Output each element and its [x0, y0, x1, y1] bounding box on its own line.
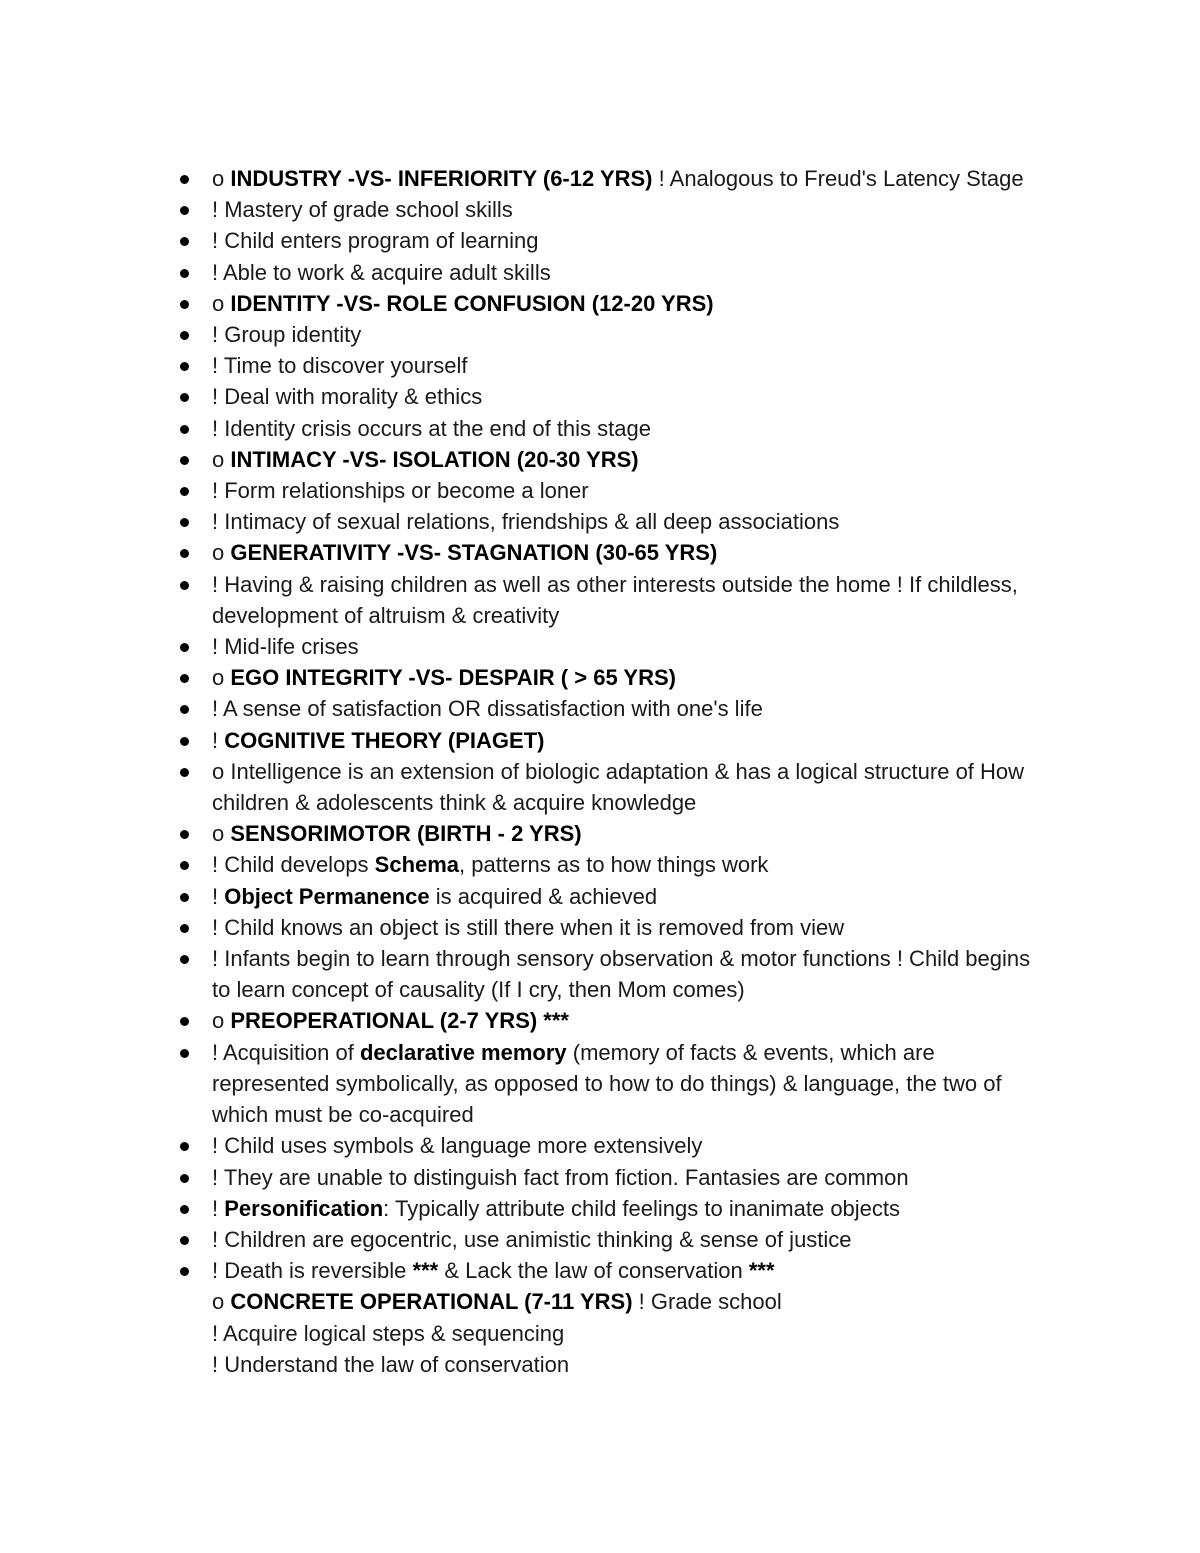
- bullet-item: [212, 1255, 1052, 1286]
- text-run: o: [212, 290, 231, 316]
- bullet-item: [212, 631, 1052, 662]
- text-run: o: [212, 166, 231, 191]
- text-run: o Intelligence is an extension of biologic adaptation & has a logical structure of How children & adolescents think & acquire knowledge: [212, 758, 1025, 816]
- bullet-item: [212, 662, 1052, 693]
- bold-text: EGO INTEGRITY -VS- DESPAIR ( > 65 YRS): [230, 665, 676, 691]
- bullet-item: [212, 444, 1052, 475]
- notes-list: [212, 163, 1052, 1380]
- bullet-item: [212, 257, 1052, 288]
- text-run: ! A sense of satisfaction OR dissatisfaction with one's life: [212, 696, 763, 722]
- list-item: [212, 1318, 1052, 1349]
- text-run: is acquired & achieved: [429, 883, 658, 909]
- text-run: ! Group identity: [212, 322, 362, 348]
- bold-text: GENERATIVITY -VS- STAGNATION (30-65 YRS): [230, 540, 718, 566]
- bullet-item: [212, 194, 1052, 225]
- text-run: ! Child develops: [212, 852, 375, 878]
- bullet-item: [212, 881, 1052, 912]
- text-run: ! Identity crisis occurs at the end of this stage: [212, 415, 651, 441]
- bullet-item: [212, 1130, 1052, 1161]
- text-run: o: [212, 446, 231, 472]
- bullet-item: [212, 849, 1052, 880]
- bold-text: INDUSTRY -VS- INFERIORITY (6-12 YRS): [230, 166, 653, 191]
- text-run: ! Child enters program of learning: [212, 228, 539, 254]
- bold-text: declarative memory: [359, 1039, 567, 1065]
- text-run: ! Grade school: [632, 1289, 782, 1315]
- text-run: ! Infants begin to learn through sensory observation & motor functions ! Child begins to learn concept of causality (If I cry, then Mom comes): [212, 946, 1031, 1003]
- bullet-item: [212, 1193, 1052, 1224]
- bold-text: Schema: [374, 852, 460, 878]
- text-run: ! Able to work & acquire adult skills: [212, 259, 551, 285]
- bullet-item: [212, 1005, 1052, 1036]
- bullet-item: [212, 693, 1052, 724]
- text-run: ! Acquisition of: [212, 1039, 360, 1065]
- text-run: o: [212, 540, 231, 566]
- bullet-item: [212, 413, 1052, 444]
- text-run: !: [212, 883, 225, 909]
- text-run: ! Understand the law of conservation: [212, 1351, 570, 1377]
- bold-text: PREOPERATIONAL (2-7 YRS) ***: [230, 1008, 569, 1034]
- text-run: : Typically attribute child feelings to inanimate objects: [383, 1195, 901, 1221]
- text-run: & Lack the law of conservation: [438, 1258, 749, 1284]
- bullet-item: [212, 569, 1052, 631]
- bold-text: IDENTITY -VS- ROLE CONFUSION (12-20 YRS): [230, 290, 714, 316]
- list-item: [212, 1349, 1052, 1380]
- bold-text: COGNITIVE THEORY (PIAGET): [224, 727, 545, 753]
- text-run: o: [212, 1289, 231, 1315]
- text-run: ! Children are egocentric, use animistic thinking & sense of justice: [212, 1226, 852, 1252]
- bold-text: ***: [412, 1258, 439, 1284]
- bullet-item: [212, 943, 1052, 1005]
- text-run: ! Mastery of grade school skills: [212, 197, 513, 223]
- text-run: !: [212, 727, 225, 753]
- text-run: o: [212, 665, 231, 691]
- bold-text: INTIMACY -VS- ISOLATION (20-30 YRS): [230, 446, 639, 472]
- bullet-item: [212, 319, 1052, 350]
- text-run: ! Intimacy of sexual relations, friendships & all deep associations: [212, 509, 840, 535]
- bullet-item: [212, 1162, 1052, 1193]
- text-run: ! They are unable to distinguish fact from fiction. Fantasies are common: [212, 1164, 909, 1190]
- text-run: ! Analogous to Freud's Latency Stage: [652, 166, 1024, 191]
- text-run: ! Child knows an object is still there when it is removed from view: [212, 914, 845, 940]
- bullet-item: [212, 350, 1052, 381]
- bold-text: Object Permanence: [224, 883, 430, 909]
- bullet-item: [212, 725, 1052, 756]
- text-run: ! Form relationships or become a loner: [212, 478, 589, 504]
- bold-text: Personification: [224, 1195, 384, 1221]
- text-run: ! Death is reversible: [212, 1258, 413, 1284]
- bullet-item: [212, 912, 1052, 943]
- text-run: o: [212, 821, 231, 847]
- bold-text: SENSORIMOTOR (BIRTH - 2 YRS): [230, 821, 582, 847]
- text-run: ! Having & raising children as well as other interests outside the home ! If childless, development of altruism & creativity: [212, 571, 1018, 628]
- text-run: (memory of facts & events, which are represented symbolically, as opposed to how to do things) & language, the two of which must be co-acquired: [212, 1039, 1002, 1128]
- bullet-item: [212, 1224, 1052, 1255]
- bullet-item: [212, 163, 1052, 194]
- bullet-item: [212, 756, 1052, 818]
- text-run: ! Mid-life crises: [212, 634, 359, 660]
- bullet-item: [212, 537, 1052, 568]
- bold-text: CONCRETE OPERATIONAL (7-11 YRS): [230, 1289, 633, 1315]
- bullet-item: [212, 818, 1052, 849]
- text-run: ! Acquire logical steps & sequencing: [212, 1320, 565, 1346]
- bullet-item: [212, 475, 1052, 506]
- text-run: , patterns as to how things work: [459, 852, 769, 878]
- text-run: o: [212, 1008, 231, 1034]
- bold-text: ***: [748, 1258, 775, 1284]
- bullet-item: [212, 225, 1052, 256]
- text-run: !: [212, 1195, 225, 1221]
- list-item: [212, 1286, 1052, 1317]
- text-run: ! Child uses symbols & language more extensively: [212, 1133, 703, 1159]
- text-run: ! Time to discover yourself: [212, 353, 468, 379]
- bullet-item: [212, 381, 1052, 412]
- bullet-item: [212, 506, 1052, 537]
- bullet-item: [212, 288, 1052, 319]
- text-run: ! Deal with morality & ethics: [212, 384, 483, 410]
- bullet-item: [212, 1037, 1052, 1131]
